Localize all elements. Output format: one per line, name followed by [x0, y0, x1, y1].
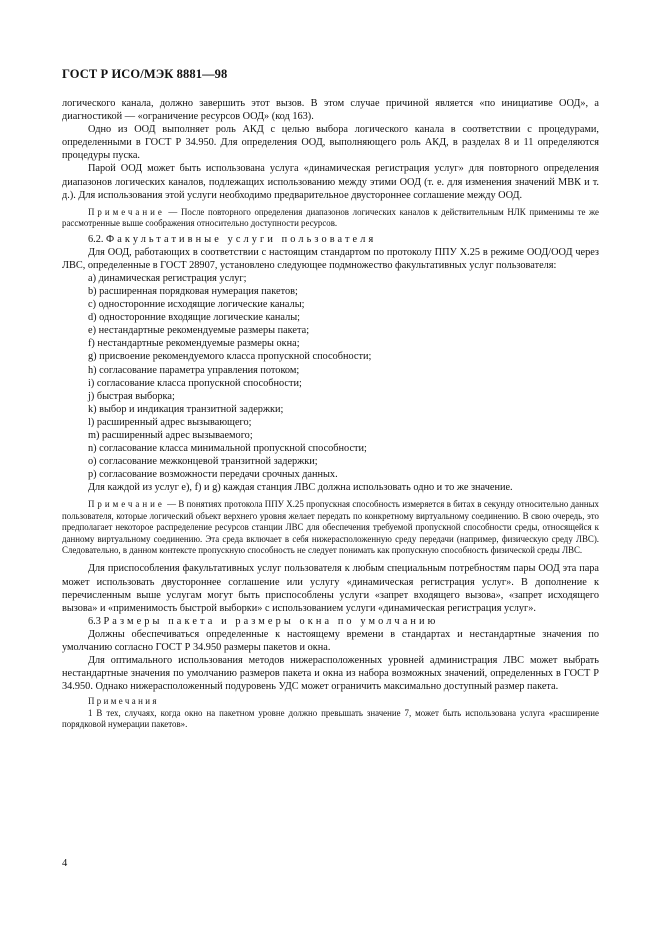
list-item: c) односторонние исходящие логические каналы; — [88, 299, 305, 311]
section-number: 6.2. — [88, 233, 104, 245]
list-item: k) выбор и индикация транзитной задержки; — [88, 403, 284, 415]
note-text: — В понятиях протокола ППУ Х.25 пропускная способность измеряется в битах в секунду относительно данных пользователя, которые логический объект верхнего уровня желает передать по конкретному виртуальному соединению. В свою очередь, это предполагает некоторое распределение ресурсов станции ЛВС для обеспечения требуемой пропускной способности среды, относящейся к данному виртуальному соединению. Эта среда включает в себя нижерасположенную среду передачи (например, физическую среду ЛВС). Следовательно, в данном контексте пропускную способность не следует понимать как пропускную способность физической среды ЛВС. — [62, 499, 599, 556]
list-item: l) расширенный адрес вызывающего; — [88, 416, 252, 428]
section-number: 6.3 — [88, 615, 101, 627]
paragraph: Для оптимального использования методов нижерасположенных уровней администрация ЛВС может выбрать нестандартные значения по умолчанию размеров пакета и окна из набора возможных значений, определенных в ГОСТ Р 34.950. Однако нижерасположенный подуровень УДС может ограничить максимально доступный размер пакета. — [62, 655, 599, 693]
paragraph: Для каждой из услуг e), f) и g) каждая станция ЛВС должна использовать одно и то же значение. — [88, 482, 513, 494]
list-item: f) нестандартные рекомендуемые размеры окна; — [88, 338, 300, 350]
notes-heading: Примечания — [88, 696, 159, 707]
document-header: ГОСТ Р ИСО/МЭК 8881—98 — [62, 67, 228, 81]
note-text: — После повторного определения диапазонов логических каналов к действительным НЛК применимы те же рассмотренные выше соображения относительно доступности ресурсов. — [62, 206, 599, 229]
list-item: g) присвоение рекомендуемого класса пропускной способности; — [88, 351, 372, 363]
section-heading-6-3 — [62, 615, 599, 628]
section-title: Размеры пакета и размеры окна по умолчанию — [103, 615, 439, 627]
list-item: i) согласование класса пропускной способности; — [88, 377, 302, 389]
services-list — [62, 272, 599, 482]
list-item: h) согласование параметра управления потоком; — [88, 364, 300, 376]
list-item: d) односторонние входящие логические каналы; — [88, 312, 301, 324]
list-item: a) динамическая регистрация услуг; — [88, 272, 247, 284]
note-item: 1 В тех, случаях, когда окно на пакетном уровне должно превышать значение 7, может быть использована услуга «расширение порядковой нумерации пакетов». — [62, 707, 599, 730]
list-item: p) согласование возможности передачи срочных данных. — [88, 469, 338, 481]
list-item: m) расширенный адрес вызываемого; — [88, 429, 253, 441]
paragraph: Для ООД, работающих в соответствии с настоящим стандартом по протоколу ППУ Х.25 в режиме ООД/ООД через ЛВС, определенные в ГОСТ 28907, установлено следующее подмножество факультативных услуг пользователя: — [62, 246, 599, 271]
paragraph: Одно из ООД выполняет роль АКД с целью выбора логического канала в соответствии с процедурами, определенными в ГОСТ Р 34.950. Для определения ООД, выполняющего роль АКД, в разделах 8 и 11 определяются процедуры пуска. — [62, 124, 599, 162]
page-body — [62, 97, 599, 731]
paragraph: Для приспособления факультативных услуг пользователя к любым специальным потребностям пары ООД эта пара может использовать двустороннее соглашение или услугу «динамическая регистрация услуг». В дополнение к перечисленным выше услугам могут быть приспособлены услуги «запрет входящего вызова», «запрет исходящего вызова» и «применимость быстрой выборки» с использованием услуги «динамическая регистрация услуг». — [62, 563, 599, 614]
list-item: b) расширенная порядковая нумерация пакетов; — [88, 285, 298, 297]
list-item: n) согласование класса минимальной пропускной способности; — [88, 443, 367, 455]
list-item: o) согласование межконцевой транзитной задержки; — [88, 456, 318, 468]
note — [62, 207, 599, 230]
note-label: Примечание — [88, 206, 165, 217]
page-number: 4 — [62, 858, 68, 869]
paragraph: логического канала, должно завершить этот вызов. В этом случае причиной является «по инициативе ООД», а диагностикой — «ограничение ресурсов ООД» (код 163). — [62, 98, 599, 123]
paragraph: Должны обеспечиваться определенные к настоящему времени в стандартах и нестандартные значения по умолчанию согласно ГОСТ Р 34.950 размеры пакетов и окна. — [62, 628, 599, 654]
section-heading-6-2 — [62, 233, 599, 246]
paragraph: Парой ООД может быть использована услуга «динамическая регистрация услуг» для повторного определения диапазонов логических каналов, подлежащих использованию между этими ООД (т. е. для изменения значений МВК и т. д.). Для использования этой услуги необходимо предварительное двустороннее соглашение между ООД. — [62, 163, 599, 201]
note — [62, 499, 599, 556]
list-item: j) быстрая выборка; — [88, 390, 175, 402]
note-label: Примечание — [88, 499, 165, 510]
section-title: Факультативные услуги пользователя — [106, 233, 377, 245]
list-item: e) нестандартные рекомендуемые размеры пакета; — [88, 325, 310, 337]
